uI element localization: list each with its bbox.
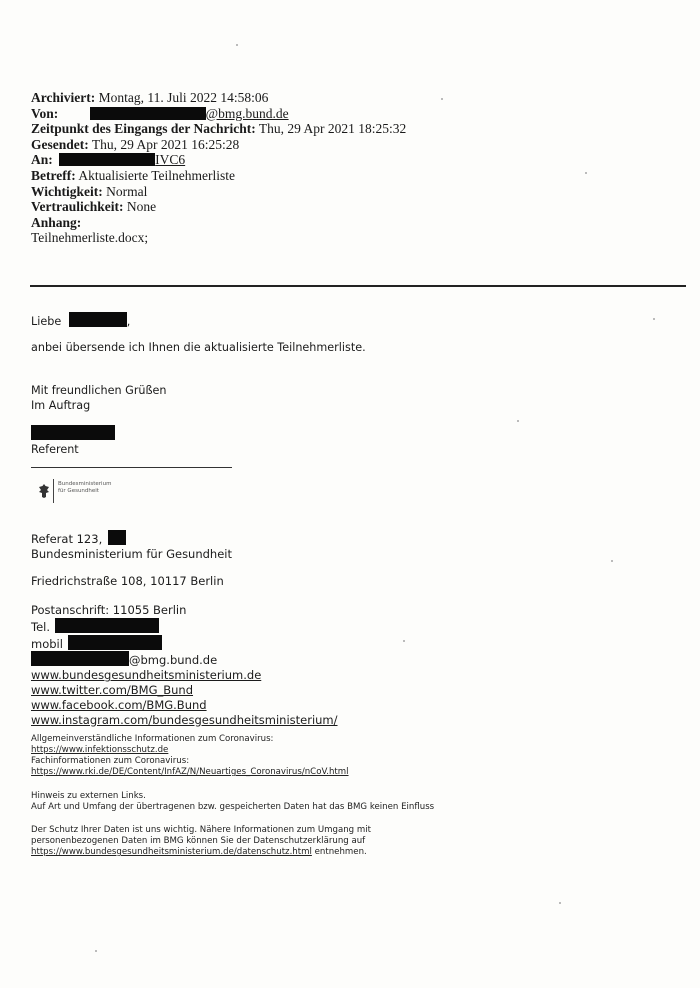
- link-facebook[interactable]: www.facebook.com/BMG.Bund: [31, 697, 207, 712]
- confidentiality-row: [31, 199, 671, 215]
- redaction-bar: [31, 651, 129, 666]
- scan-speck: [95, 950, 97, 952]
- email-row[interactable]: [31, 651, 671, 668]
- email-header: [31, 90, 671, 246]
- logo-divider: [53, 479, 54, 503]
- mobile-label: mobil: [31, 636, 63, 651]
- importance-row: [31, 184, 671, 200]
- closing-greeting: Mit freundlichen Grüßen: [31, 384, 167, 397]
- sent-value: Thu, 29 Apr 2021 16:25:28: [91, 136, 240, 152]
- street-text: Friedrichstraße 108, 10117 Berlin: [31, 574, 224, 588]
- link-rki-coronavirus[interactable]: https://www.rki.de/DE/Content/InfAZ/N/Neuartiges_Coronavirus/nCoV.html: [31, 767, 349, 777]
- scan-speck: [441, 98, 443, 100]
- logo-text: [58, 481, 111, 495]
- bmg-logo: [38, 479, 158, 503]
- scan-speck: [653, 318, 655, 320]
- redaction-bar: [69, 312, 127, 327]
- scan-speck: [585, 172, 587, 174]
- message-text: anbei übersende ich Ihnen die aktualisierte Teilnehmerliste.: [31, 341, 366, 354]
- attachment-row: [31, 215, 671, 231]
- subject-value: Aktualisierte Teilnehmerliste: [78, 167, 235, 183]
- mobile-row: [31, 635, 671, 652]
- closing-block: [31, 383, 671, 413]
- privacy-note: [31, 825, 671, 858]
- confidentiality-value: None: [126, 199, 157, 215]
- unit-text: Referat 123,: [31, 532, 103, 546]
- to-row: [31, 152, 671, 168]
- received-row: [31, 121, 671, 137]
- to-address: IVC6: [155, 152, 186, 168]
- redaction-bar: [90, 107, 206, 120]
- signature-street: [31, 574, 671, 589]
- corona-info: [31, 734, 671, 778]
- postal-address: Postanschrift: 11055 Berlin: [31, 603, 187, 617]
- external-links-heading: Hinweis zu externen Links.: [31, 791, 146, 801]
- importance-value: Normal: [106, 183, 148, 199]
- redaction-bar: [59, 153, 155, 166]
- salutation-punct: ,: [126, 315, 131, 328]
- sent-label: Gesendet:: [31, 136, 89, 152]
- corona-general-label: Allgemeinverständliche Informationen zum Coronavirus:: [31, 734, 274, 744]
- external-links-text: Auf Art und Umfang der übertragenen bzw. gespeicherten Daten hat das BMG keinen Einfluss: [31, 802, 435, 812]
- scan-speck: [559, 902, 561, 904]
- signature-unit: [31, 530, 671, 547]
- link-instagram[interactable]: www.instagram.com/bundesgesundheitsministerium/: [31, 712, 338, 727]
- tel-label: Tel.: [31, 619, 50, 634]
- scan-speck: [517, 420, 519, 422]
- corona-expert-label: Fachinformationen zum Coronavirus:: [31, 756, 190, 766]
- signature-contacts: [31, 603, 671, 727]
- attachment-file[interactable]: [31, 230, 671, 246]
- from-label: Von:: [31, 105, 59, 121]
- from-row: [31, 106, 671, 122]
- header-divider: [30, 285, 686, 287]
- salutation-line: [31, 312, 671, 329]
- salutation-text: Liebe: [31, 315, 62, 328]
- logo-line-2: für Gesundheit: [58, 488, 99, 494]
- to-label: An:: [31, 152, 53, 168]
- scan-speck: [611, 560, 613, 562]
- attachment-filename[interactable]: Teilnehmerliste.docx;: [31, 230, 149, 246]
- closing-on-behalf: Im Auftrag: [31, 399, 91, 412]
- privacy-line-3: [31, 847, 671, 858]
- subject-label: Betreff:: [31, 167, 76, 183]
- link-ministry-website[interactable]: www.bundesgesundheitsministerium.de: [31, 668, 262, 683]
- sent-row: [31, 137, 671, 153]
- link-infektionsschutz[interactable]: https://www.infektionsschutz.de: [31, 745, 169, 755]
- scan-speck: [403, 640, 405, 642]
- link-twitter[interactable]: www.twitter.com/BMG_Bund: [31, 682, 194, 697]
- archived-label: Archiviert:: [31, 90, 96, 105]
- received-value: Thu, 29 Apr 2021 18:25:32: [258, 121, 407, 137]
- archived-row: [31, 90, 671, 106]
- redaction-bar: [108, 530, 126, 545]
- attachment-label: Anhang:: [31, 214, 82, 230]
- redaction-bar: [68, 635, 162, 650]
- archived-value: Montag, 11. Juli 2022 14:58:06: [98, 90, 269, 105]
- email-address[interactable]: @bmg.bund.de: [129, 653, 218, 668]
- federal-eagle-icon: [38, 483, 50, 499]
- signature-block: [31, 530, 671, 562]
- privacy-end: entnehmen.: [311, 847, 367, 857]
- logo-line-1: Bundesministerium: [58, 481, 112, 487]
- redaction-bar: [31, 425, 115, 440]
- sender-role: Referent: [31, 443, 79, 456]
- subject-row: [31, 168, 671, 184]
- scan-speck: [236, 44, 238, 46]
- from-address: @bmg.bund.de: [205, 105, 289, 121]
- received-label: Zeitpunkt des Eingangs der Nachricht:: [31, 121, 256, 137]
- signature-ministry: Bundesministerium für Gesundheit: [31, 546, 233, 561]
- privacy-line-1: Der Schutz Ihrer Daten ist uns wichtig. Nähere Informationen zum Umgang mit: [31, 825, 371, 835]
- link-datenschutz[interactable]: https://www.bundesgesundheitsministerium.de/datenschutz.html: [31, 847, 312, 857]
- privacy-line-2: personenbezogenen Daten im BMG können Sie der Datenschutzerklärung auf: [31, 836, 366, 846]
- signature-divider: [31, 467, 232, 468]
- tel-row: [31, 618, 671, 635]
- external-links-note: [31, 791, 671, 813]
- sender-name-line: [31, 425, 671, 442]
- importance-label: Wichtigkeit:: [31, 183, 103, 199]
- confidentiality-label: Vertraulichkeit:: [31, 199, 124, 215]
- redaction-bar: [55, 618, 159, 633]
